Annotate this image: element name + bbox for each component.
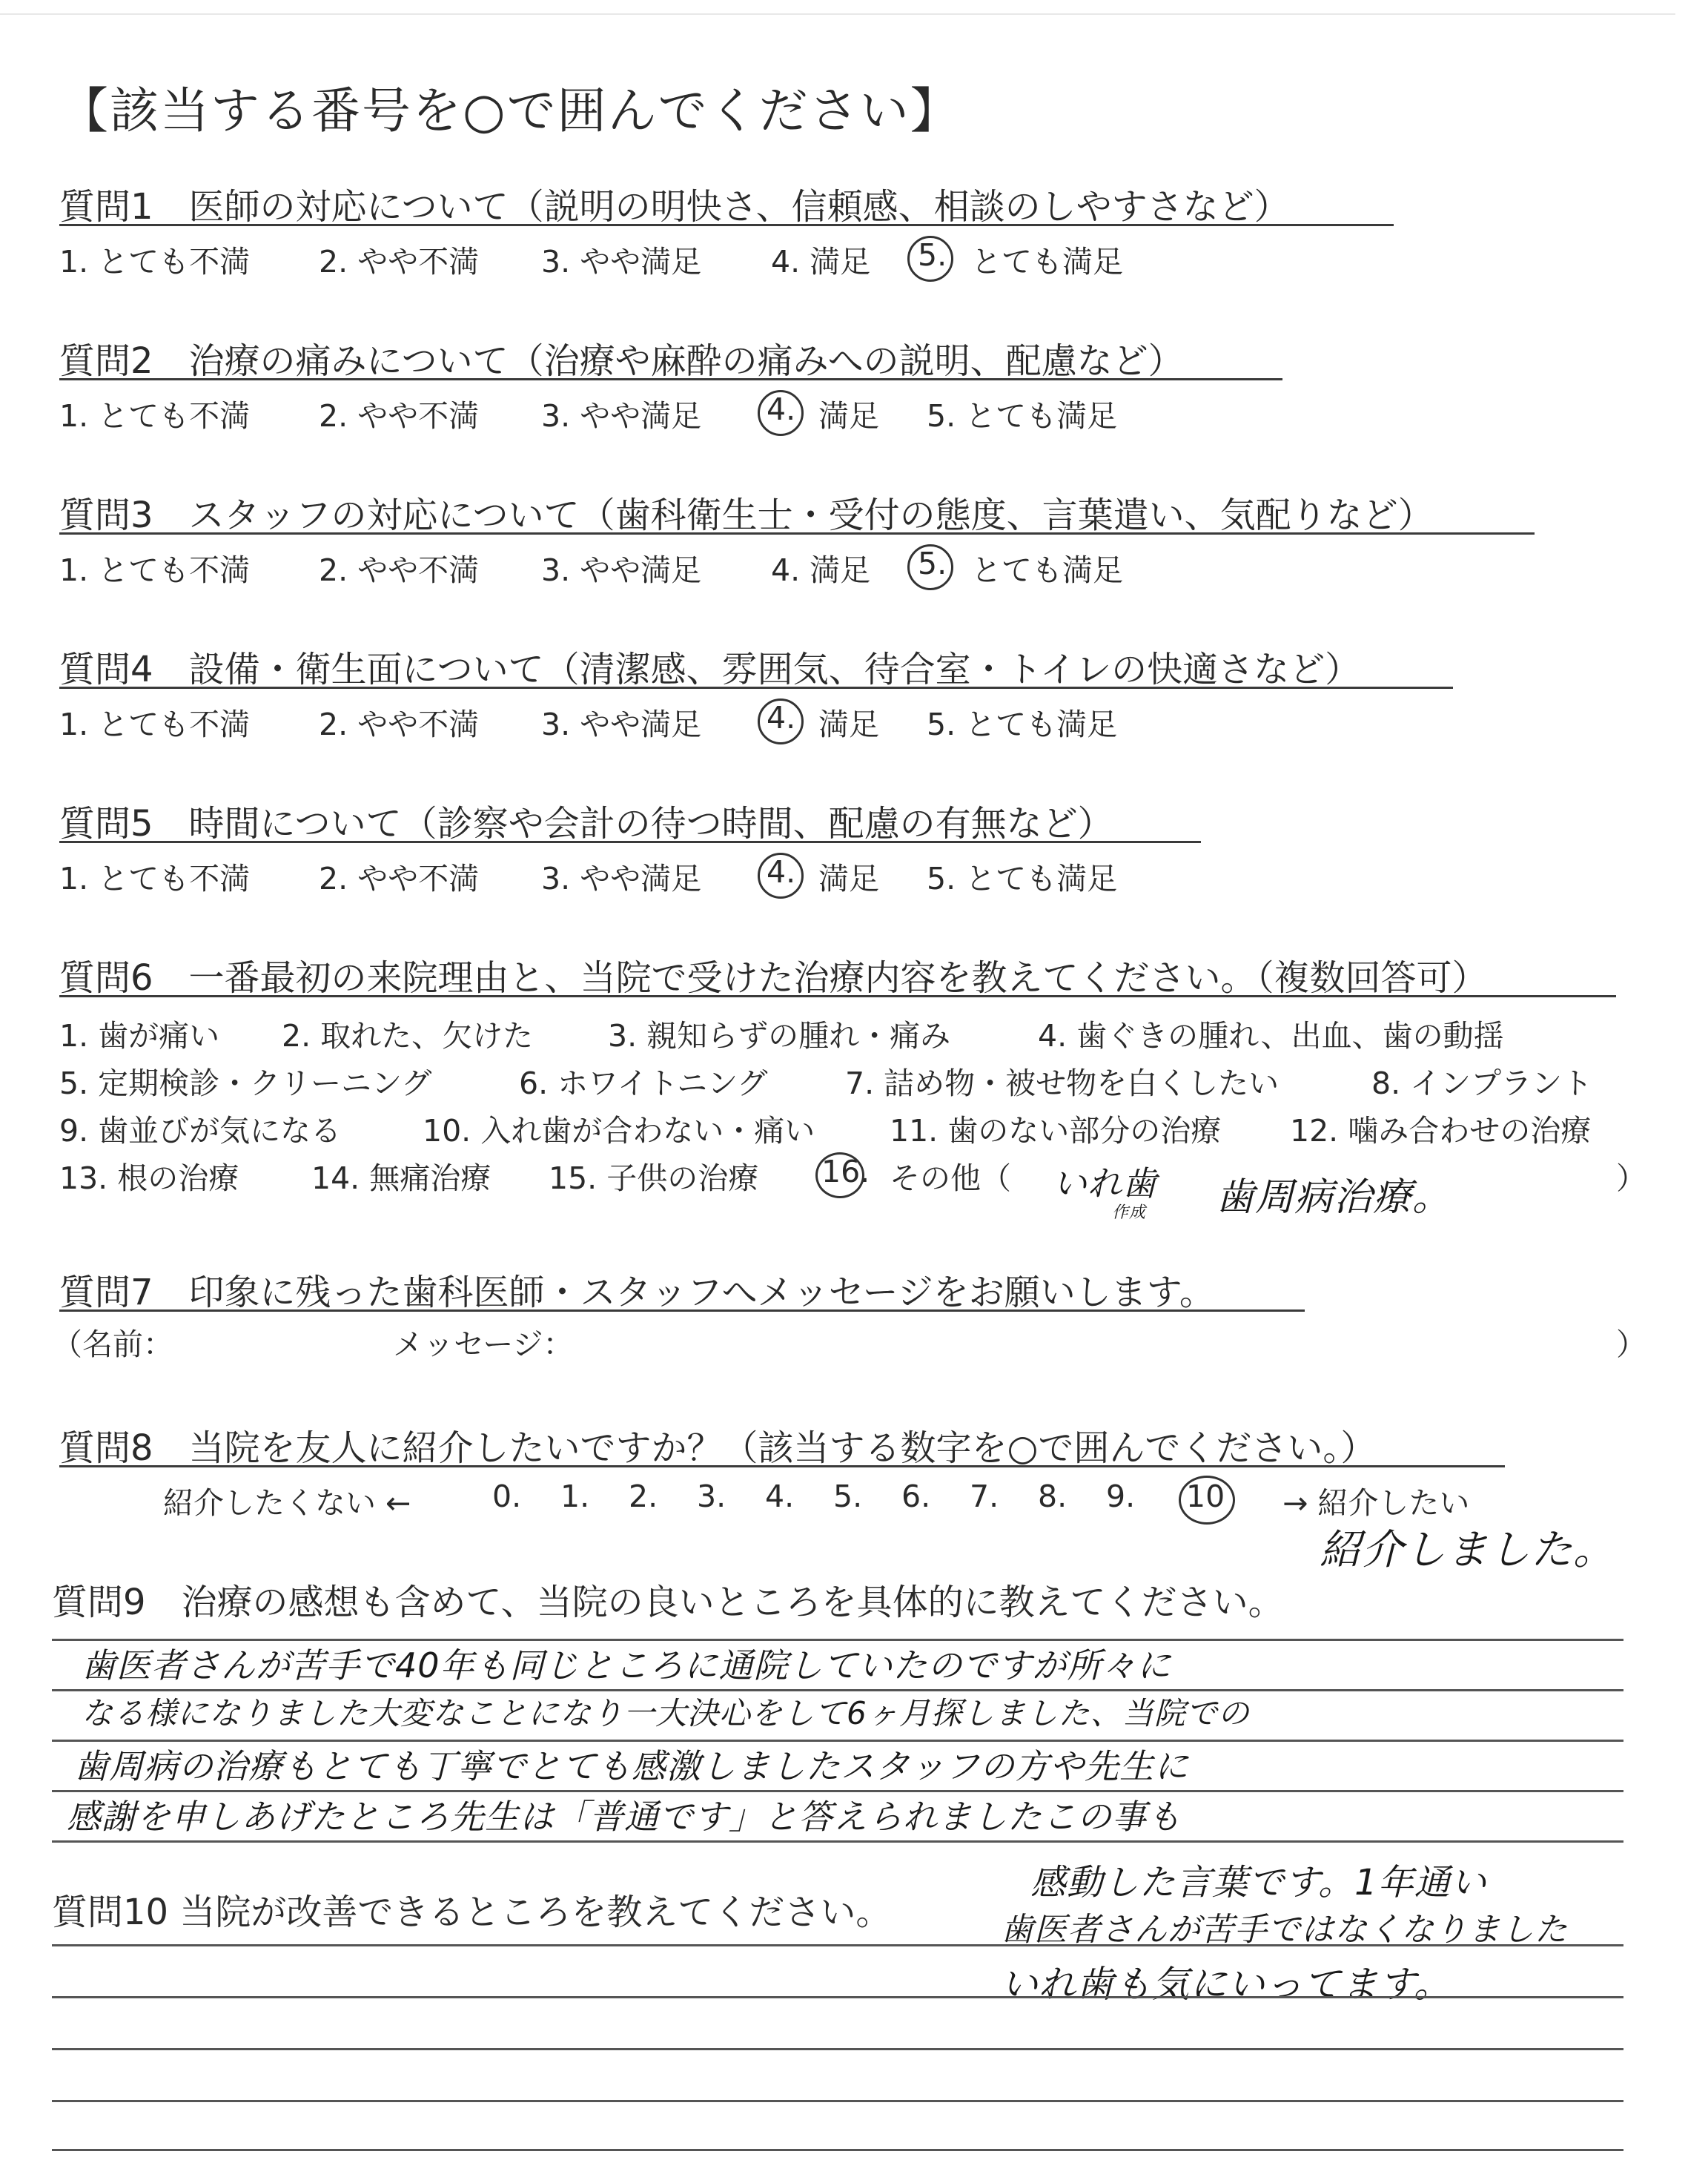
q2-option-4-number[interactable]: 4.	[767, 392, 796, 427]
q7-close-paren: ）	[1616, 1327, 1646, 1362]
q6-handwritten-other: いれ歯	[1053, 1163, 1157, 1203]
q8-scale-left-label: 紹介したくない ←	[163, 1485, 411, 1521]
q3-option-1[interactable]: 1. とても不満	[59, 552, 251, 588]
q4-option-2[interactable]: 2. やや不満	[319, 707, 480, 742]
q6-option-12[interactable]: 12. 噛み合わせの治療	[1290, 1113, 1592, 1149]
q9-handwritten-line-3: 歯周病の治療もとても丁寧でとても感激しましたスタッフの方や先生に	[74, 1746, 1189, 1786]
q6-heading: 質問6 一番最初の来院理由と、当院で受けた治療内容を教えてください。（複数回答可）	[59, 957, 1488, 999]
q8-scale-right-label: → 紹介したい	[1282, 1485, 1470, 1521]
q8-scale-9[interactable]: 9.	[1106, 1479, 1136, 1514]
q10-heading: 質問10 当院が改善できるところを教えてください。	[52, 1892, 892, 1933]
q1-option-2[interactable]: 2. やや不満	[319, 244, 480, 280]
q5-selected-circle	[758, 853, 804, 899]
q3-selected-circle	[907, 544, 953, 590]
q2-selected-circle	[758, 390, 804, 436]
q5-option-4-number[interactable]: 4.	[767, 854, 796, 890]
q5-option-5[interactable]: 5. とても満足	[927, 861, 1118, 896]
q4-heading: 質問4 設備・衛生面について（清潔感、雰囲気、待合室・トイレの快適さなど）	[59, 649, 1361, 690]
q5-option-2[interactable]: 2. やや不満	[319, 861, 480, 896]
q7-heading: 質問7 印象に残った歯科医師・スタッフへメッセージをお願いします。	[59, 1272, 1215, 1313]
q7-name-label: （名前：	[52, 1327, 173, 1362]
q4-underline	[59, 687, 1453, 689]
q3-option-3[interactable]: 3. やや満足	[541, 552, 702, 588]
q10-writing-line-1	[52, 1944, 1623, 1946]
q6-option-4[interactable]: 4. 歯ぐきの腫れ、出血、歯の動揺	[1038, 1018, 1504, 1054]
q9-handwritten-line-1: 歯医者さんが苦手で40年も同じところに通院していたのですが所々に	[82, 1645, 1172, 1685]
q8-scale-3[interactable]: 3.	[697, 1479, 726, 1514]
q8-scale-0[interactable]: 0.	[492, 1479, 522, 1514]
q2-option-1[interactable]: 1. とても不満	[59, 398, 251, 434]
q6-handwritten-other-2: 歯周病治療。	[1216, 1175, 1452, 1220]
q10-writing-line-2	[52, 1996, 1623, 1998]
sheet-title: 【該当する番号を○で囲んでください】	[59, 82, 961, 139]
q2-heading: 質問2 治療の痛みについて（治療や麻酔の痛みへの説明、配慮など）	[59, 340, 1184, 382]
q6-option-16-label[interactable]: その他（	[890, 1160, 1011, 1196]
q4-option-1[interactable]: 1. とても不満	[59, 707, 251, 742]
q1-option-4[interactable]: 4. 満足	[771, 244, 871, 280]
q9-handwritten-line-2: なる様になりました大変なことになり一大決心をして6ヶ月探しました、当院での	[82, 1695, 1250, 1731]
q9-writing-line-5	[52, 1840, 1623, 1843]
q2-option-4-label[interactable]: 満足	[818, 398, 879, 434]
q1-option-5-label[interactable]: とても満足	[971, 244, 1123, 280]
q10-writing-line-4	[52, 2100, 1623, 2102]
q5-underline	[59, 841, 1201, 843]
q3-option-5-label[interactable]: とても満足	[971, 552, 1123, 588]
q4-selected-circle	[758, 698, 804, 744]
q8-scale-6[interactable]: 6.	[901, 1479, 931, 1514]
q3-option-2[interactable]: 2. やや不満	[319, 552, 480, 588]
q6-option-8[interactable]: 8. インプラント	[1371, 1066, 1593, 1101]
q10-writing-line-3	[52, 2048, 1623, 2050]
q8-handwritten-note: 紹介しました。	[1320, 1526, 1615, 1574]
q1-option-3[interactable]: 3. やや満足	[541, 244, 702, 280]
q6-option-15[interactable]: 15. 子供の治療	[549, 1160, 759, 1196]
q6-option-9[interactable]: 9. 歯並びが気になる	[59, 1113, 342, 1149]
q1-heading: 質問1 医師の対応について（説明の明快さ、信頼感、相談のしやすさなど）	[59, 186, 1290, 228]
q2-option-3[interactable]: 3. やや満足	[541, 398, 702, 434]
q10-handwritten-line-2: 歯医者さんが苦手ではなくなりました	[1001, 1911, 1568, 1949]
q8-underline	[59, 1465, 1505, 1467]
q8-selected-circle	[1179, 1476, 1235, 1525]
q5-option-3[interactable]: 3. やや満足	[541, 861, 702, 896]
q6-option-11[interactable]: 11. 歯のない部分の治療	[890, 1113, 1222, 1149]
q1-selected-circle	[907, 236, 953, 282]
q5-option-1[interactable]: 1. とても不満	[59, 861, 251, 896]
q6-option-1[interactable]: 1. 歯が痛い	[59, 1018, 220, 1054]
q8-scale-8[interactable]: 8.	[1038, 1479, 1068, 1514]
q10-writing-line-5	[52, 2149, 1623, 2151]
q5-heading: 質問5 時間について（診察や会計の待つ時間、配慮の有無など）	[59, 803, 1113, 845]
q10-handwritten-line-3: いれ歯も気にいってます。	[1001, 1963, 1452, 2006]
q6-selected-circle	[815, 1152, 864, 1198]
q6-underline	[59, 995, 1616, 997]
q2-underline	[59, 378, 1282, 380]
q6-option-16-number[interactable]: 16.	[821, 1154, 870, 1189]
q3-option-5-number[interactable]: 5.	[918, 546, 947, 581]
q2-option-5[interactable]: 5. とても満足	[927, 398, 1118, 434]
q8-heading: 質問8 当院を友人に紹介したいですか？（該当する数字を○で囲んでください。）	[59, 1427, 1377, 1469]
q4-option-5[interactable]: 5. とても満足	[927, 707, 1118, 742]
q6-handwritten-other-small: 作成	[1112, 1203, 1147, 1222]
q3-heading: 質問3 スタッフの対応について（歯科衛生士・受付の態度、言葉遣い、気配りなど）	[59, 495, 1434, 536]
q7-underline	[59, 1309, 1305, 1312]
q6-option-5[interactable]: 5. 定期検診・クリーニング	[59, 1066, 432, 1101]
q6-option-3[interactable]: 3. 親知らずの腫れ・痛み	[608, 1018, 951, 1054]
page-edge	[0, 13, 1675, 15]
q2-option-2[interactable]: 2. やや不満	[319, 398, 480, 434]
q8-scale-7[interactable]: 7.	[970, 1479, 999, 1514]
q5-option-4-label[interactable]: 満足	[818, 861, 879, 896]
q8-scale-4[interactable]: 4.	[765, 1479, 795, 1514]
q8-scale-1[interactable]: 1.	[560, 1479, 590, 1514]
q6-option-7[interactable]: 7. 詰め物・被せ物を白くしたい	[845, 1066, 1280, 1101]
q6-other-close-paren: ）	[1616, 1160, 1646, 1196]
q9-heading: 質問9 治療の感想も含めて、当院の良いところを具体的に教えてください。	[52, 1582, 1284, 1623]
q6-option-10[interactable]: 10. 入れ歯が合わない・痛い	[423, 1113, 815, 1149]
q8-scale-5[interactable]: 5.	[833, 1479, 863, 1514]
q1-option-5-number[interactable]: 5.	[918, 237, 947, 273]
q6-option-13[interactable]: 13. 根の治療	[59, 1160, 239, 1196]
q6-option-2[interactable]: 2. 取れた、欠けた	[282, 1018, 534, 1054]
q9-handwritten-line-4: 感謝を申しあげたところ先生は「普通です」と答えられましたこの事も	[67, 1797, 1182, 1837]
q6-option-14[interactable]: 14. 無痛治療	[311, 1160, 491, 1196]
q8-scale-10[interactable]: 10	[1186, 1479, 1225, 1514]
q4-option-3[interactable]: 3. やや満足	[541, 707, 702, 742]
q6-option-6[interactable]: 6. ホワイトニング	[519, 1066, 768, 1101]
q3-option-4[interactable]: 4. 満足	[771, 552, 871, 588]
q8-scale-2[interactable]: 2.	[629, 1479, 658, 1514]
q1-underline	[59, 224, 1394, 226]
q4-option-4-label[interactable]: 満足	[818, 707, 879, 742]
q1-option-1[interactable]: 1. とても不満	[59, 244, 251, 280]
q3-underline	[59, 532, 1535, 535]
q7-message-label: メッセージ：	[393, 1327, 574, 1362]
q4-option-4-number[interactable]: 4.	[767, 700, 796, 736]
q10-handwritten-line-1: 感動した言葉です。1年通い	[1030, 1862, 1487, 1903]
